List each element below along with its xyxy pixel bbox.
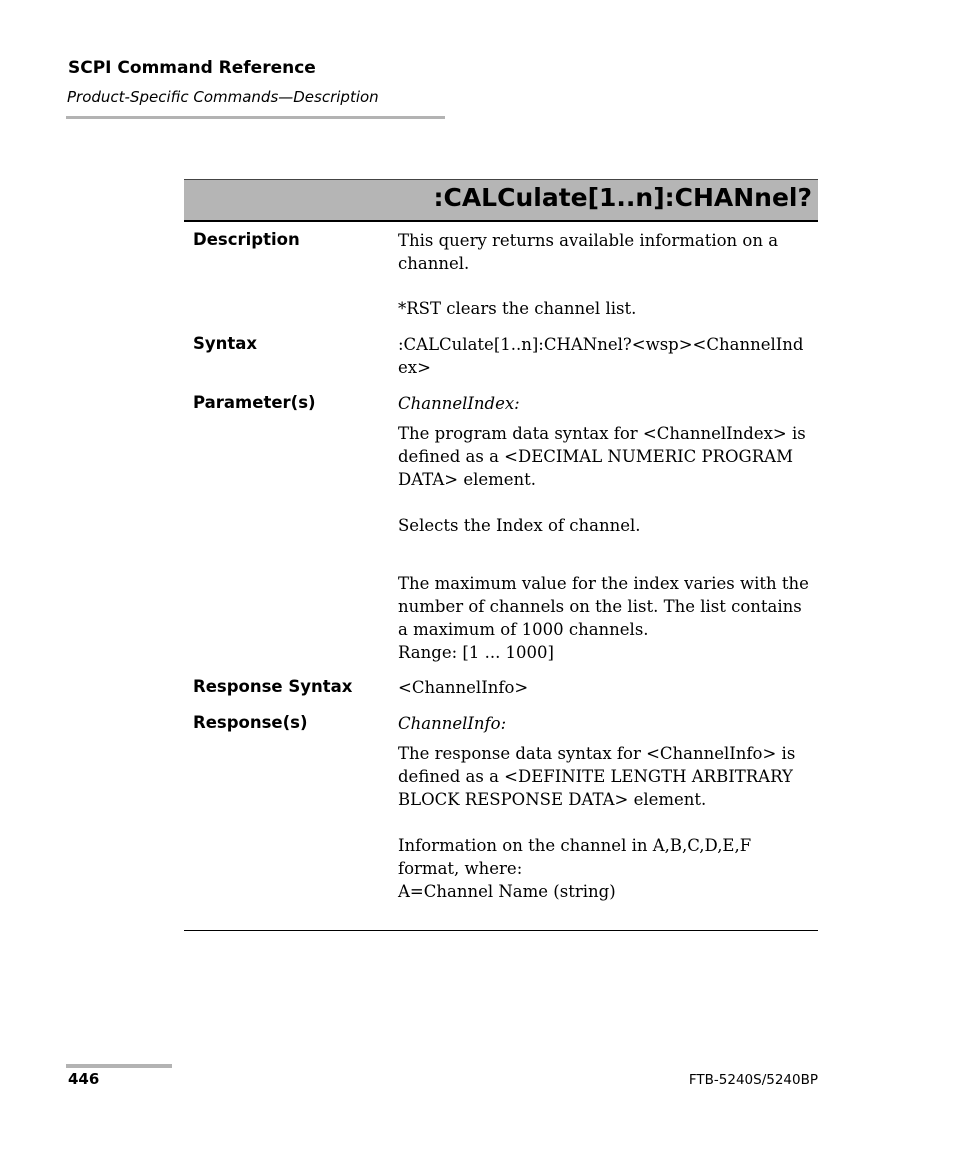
responses-text <box>398 712 818 903</box>
response-line: The response data syntax for <ChannelInfo> is <box>398 744 796 763</box>
response-syntax-value: <ChannelInfo> <box>398 678 529 697</box>
parameter-line: Selects the Index of channel. <box>398 516 641 535</box>
response-name: ChannelInfo: <box>398 714 507 733</box>
parameter-line: DATA> element. <box>398 470 537 489</box>
parameter-line: a maximum of 1000 channels. <box>398 620 649 639</box>
response-line: format, where: <box>398 859 523 878</box>
response-syntax-label: Response Syntax <box>193 677 353 696</box>
section-title: SCPI Command Reference <box>68 58 316 78</box>
table-bottom-divider <box>184 930 818 931</box>
parameter-name: ChannelIndex: <box>398 394 520 413</box>
syntax-line: ex> <box>398 358 431 377</box>
product-name: FTB-5240S/5240BP <box>688 1072 818 1088</box>
description-line: channel. <box>398 254 470 273</box>
parameters-text <box>398 392 818 664</box>
response-line: defined as a <DEFINITE LENGTH ARBITRARY <box>398 767 793 786</box>
response-line: Information on the channel in A,B,C,D,E,F <box>398 836 752 855</box>
command-title: :CALCulate[1..n]:CHANnel? <box>433 183 812 212</box>
parameter-line: The program data syntax for <ChannelIndex> is <box>398 424 806 443</box>
parameter-line: number of channels on the list. The list contains <box>398 597 802 616</box>
description-text <box>398 229 818 320</box>
description-line: *RST clears the channel list. <box>398 299 637 318</box>
parameter-line: The maximum value for the index varies with the <box>398 574 809 593</box>
header-divider <box>66 116 445 119</box>
description-line: This query returns available information on a <box>398 231 779 250</box>
description-label: Description <box>193 230 300 249</box>
responses-label: Response(s) <box>193 713 308 732</box>
syntax-text <box>398 333 818 379</box>
syntax-line: :CALCulate[1..n]:CHANnel?<wsp><ChannelInd <box>398 335 804 354</box>
page-number: 446 <box>68 1070 100 1088</box>
command-header-bar <box>184 179 818 222</box>
footer-divider <box>66 1064 172 1068</box>
syntax-label: Syntax <box>193 334 258 353</box>
response-line: A=Channel Name (string) <box>398 882 616 901</box>
parameters-label: Parameter(s) <box>193 393 316 412</box>
parameter-line: defined as a <DECIMAL NUMERIC PROGRAM <box>398 447 793 466</box>
section-subtitle: Product-Specific Commands—Description <box>67 88 379 106</box>
parameter-line: Range: [1 ... 1000] <box>398 643 554 662</box>
response-line: BLOCK RESPONSE DATA> element. <box>398 790 707 809</box>
